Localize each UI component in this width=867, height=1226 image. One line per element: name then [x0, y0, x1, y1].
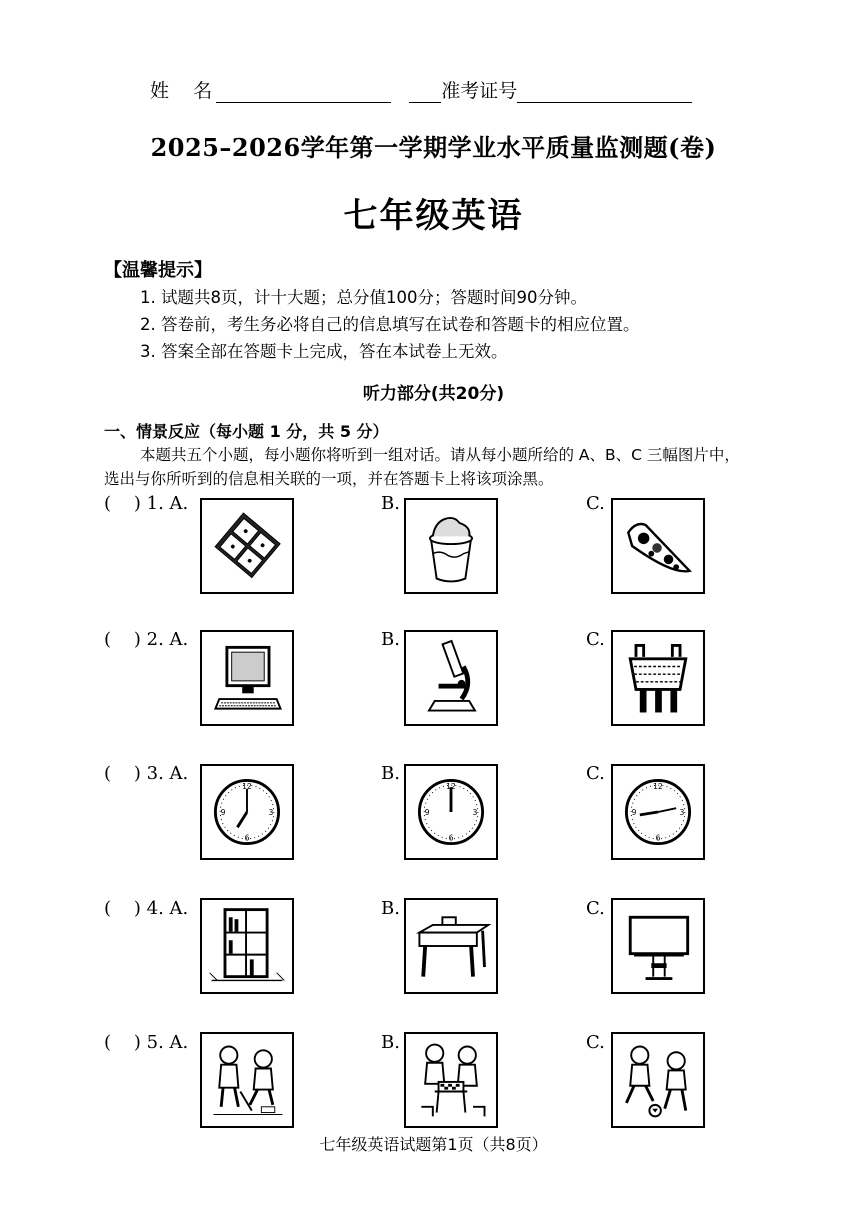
desk-icon [406, 900, 496, 992]
name-label: 姓 名 [150, 80, 213, 102]
option-b-label: B. [381, 629, 400, 650]
picture-chocolate-bar[interactable] [200, 498, 294, 594]
picture-clock-8[interactable] [200, 764, 294, 860]
yogurt-cup-icon [406, 500, 496, 592]
question-label[interactable]: ( ) 2. A. [104, 629, 189, 650]
picture-computer[interactable] [200, 630, 294, 726]
picture-clock-12[interactable] [404, 764, 498, 860]
option-b-label: B. [381, 898, 400, 919]
svg-text:3: 3 [679, 807, 685, 817]
picture-microscope[interactable] [404, 630, 498, 726]
tip-item: 3. 答案全部在答题卡上完成，答在本试卷上无效。 [140, 342, 508, 361]
svg-text:9: 9 [220, 807, 226, 817]
question-label[interactable]: ( ) 5. A. [104, 1032, 189, 1053]
exam-title: 2025–2026学年第一学期学业水平质量监测题(卷) [150, 133, 717, 162]
svg-text:6: 6 [448, 833, 454, 843]
option-b-label: B. [381, 1032, 400, 1053]
option-c-label: C. [586, 763, 605, 784]
option-c-label: C. [586, 1032, 605, 1053]
section1-title: 一、情景反应（每小题 1 分，共 5 分） [104, 422, 389, 441]
option-c-label: C. [586, 898, 605, 919]
tip-item: 2. 答卷前，考生务必将自己的信息填写在试卷和答题卡的相应位置。 [140, 315, 640, 334]
picture-desk[interactable] [404, 898, 498, 994]
clock-icon [202, 766, 292, 858]
section1-instruction: 本题共五个小题，每小题你将听到一组对话。请从每小题所给的 A、B、C 三幅图片中， [140, 446, 740, 464]
kids-cleaning-icon [202, 1034, 292, 1126]
picture-kids-chess[interactable] [404, 1032, 498, 1128]
clock-icon [613, 766, 703, 858]
kids-chess-icon [406, 1034, 496, 1126]
picture-kids-cleaning[interactable] [200, 1032, 294, 1128]
question-label[interactable]: ( ) 1. A. [104, 493, 189, 514]
computer-icon [202, 632, 292, 724]
whiteboard-icon [613, 900, 703, 992]
svg-text:9: 9 [424, 807, 430, 817]
picture-clock-9[interactable] [611, 764, 705, 860]
picture-bookshelf[interactable] [200, 898, 294, 994]
svg-text:3: 3 [472, 807, 478, 817]
picture-kids-soccer[interactable] [611, 1032, 705, 1128]
section1-instruction: 选出与你所听到的信息相关联的一项，并在答题卡上将该项涂黑。 [104, 470, 554, 488]
svg-text:6: 6 [655, 833, 661, 843]
svg-text:9: 9 [631, 807, 637, 817]
pizza-slice-icon [613, 500, 703, 592]
bronze-cauldron-icon [613, 632, 703, 724]
question-label[interactable]: ( ) 4. A. [104, 898, 189, 919]
kids-soccer-icon [613, 1034, 703, 1126]
svg-text:6: 6 [244, 833, 250, 843]
picture-pizza-slice[interactable] [611, 498, 705, 594]
svg-text:12: 12 [242, 782, 252, 792]
subject-title: 七年级英语 [343, 196, 524, 236]
bookshelf-icon [202, 900, 292, 992]
svg-text:3: 3 [268, 807, 274, 817]
name-field[interactable] [216, 84, 391, 103]
option-b-label: B. [381, 763, 400, 784]
listening-section-title: 听力部分(共20分) [362, 384, 505, 404]
tip-item: 1. 试题共8页，计十大题；总分值100分；答题时间90分钟。 [140, 288, 587, 307]
tips-heading: 【温馨提示】 [104, 260, 212, 281]
svg-text:12: 12 [653, 782, 663, 792]
student-info-row [150, 76, 692, 103]
picture-bronze-cauldron[interactable] [611, 630, 705, 726]
picture-yogurt-cup[interactable] [404, 498, 498, 594]
exam-number-field[interactable] [517, 84, 692, 103]
microscope-icon [406, 632, 496, 724]
exam-number-label: 准考证号 [441, 80, 518, 102]
chocolate-bar-icon [202, 500, 292, 592]
picture-whiteboard[interactable] [611, 898, 705, 994]
name-field-extra [409, 84, 441, 103]
page-footer: 七年级英语试题第1页（共8页） [319, 1135, 548, 1154]
option-c-label: C. [586, 629, 605, 650]
option-b-label: B. [381, 493, 400, 514]
option-c-label: C. [586, 493, 605, 514]
clock-icon [406, 766, 496, 858]
svg-text:12: 12 [446, 782, 456, 792]
question-label[interactable]: ( ) 3. A. [104, 763, 189, 784]
